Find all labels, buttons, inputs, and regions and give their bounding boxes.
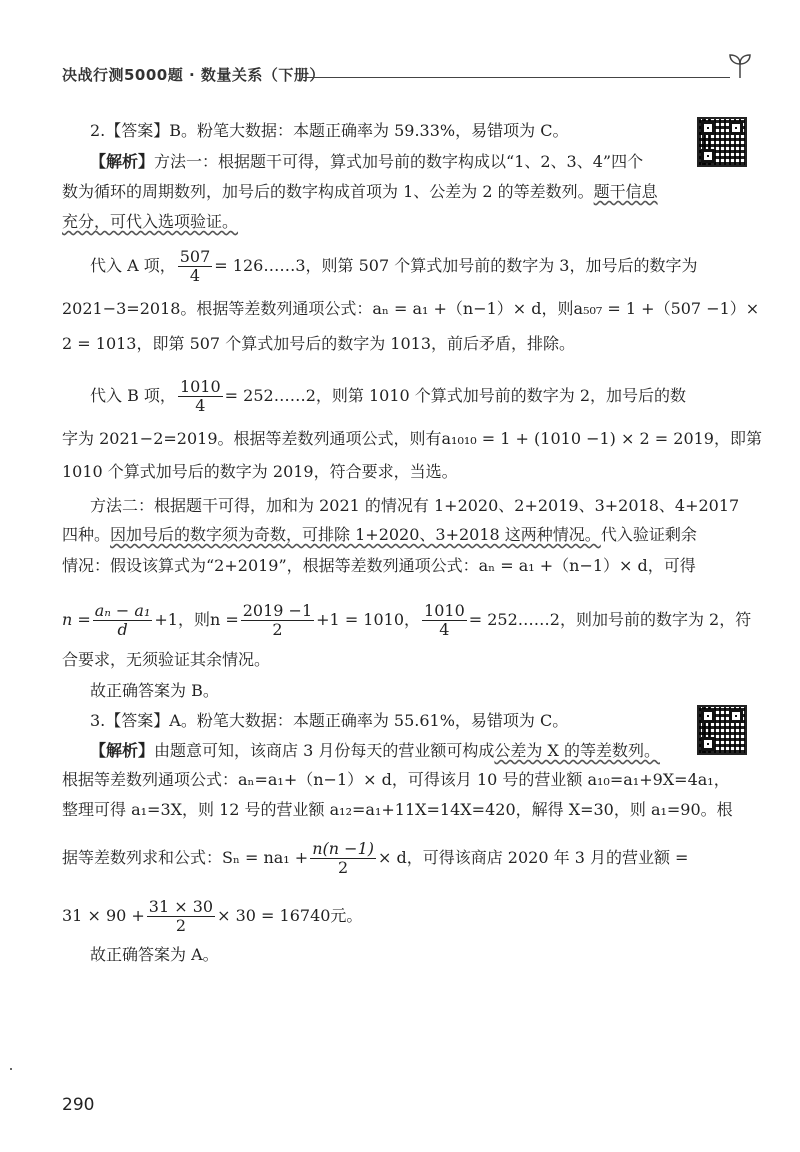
q3-text: 由题意可知，该商店 3 月份每天的营业额可构成 bbox=[154, 741, 495, 760]
q3-wavy-text: 公差为 X 的等差数列。 bbox=[494, 741, 660, 760]
fraction bbox=[93, 602, 153, 639]
q2-text: 2019 −1 bbox=[242, 601, 313, 620]
q2-method2-line-5 bbox=[62, 649, 690, 671]
q2-method2-line-2 bbox=[62, 524, 697, 546]
leaf-icon bbox=[726, 52, 754, 80]
q3-text: 31 × 30 bbox=[148, 897, 214, 916]
fraction bbox=[241, 602, 314, 639]
q2-answer-text: 2.【答案】B。粉笔大数据：本题正确率为 59.33%，易错项为 C。 bbox=[90, 121, 569, 140]
q3-conclusion bbox=[90, 944, 690, 966]
q2-method2-line-4 bbox=[62, 601, 752, 639]
q2-wavy-text: 充分，可代入选项验证。 bbox=[62, 212, 239, 231]
q2-method2-line-1 bbox=[90, 495, 740, 517]
q2-text: 方法一：根据题干可得，算式加号前的数字构成以“1、2、3、4”四个 bbox=[154, 152, 644, 171]
q2-option-a-line bbox=[90, 247, 698, 285]
q2-text: 代入 A 项， bbox=[90, 256, 176, 275]
q3-answer-line bbox=[90, 710, 690, 732]
q2-text: = 252……2，则第 1010 个算式加号前的数字为 2，加号后的数 bbox=[224, 386, 687, 405]
fraction bbox=[422, 602, 467, 639]
q2-text: 故正确答案为 B。 bbox=[90, 681, 219, 700]
q2-wavy-text: 题干信息 bbox=[593, 182, 658, 201]
q2-text: 1010 bbox=[179, 377, 221, 396]
q2-option-a-line-2 bbox=[62, 298, 760, 320]
q2-text: n = bbox=[62, 610, 91, 629]
qr-code-icon bbox=[697, 117, 747, 167]
q2-option-b-line-3 bbox=[62, 461, 690, 483]
q2-text: aₙ − a₁ bbox=[94, 601, 151, 620]
running-header-title: 决战行测5000题 · 数量关系（下册） bbox=[62, 66, 325, 84]
q3-analysis-line-3 bbox=[62, 799, 733, 821]
q2-text: +1，则n = bbox=[154, 610, 239, 629]
q2-text: 4 bbox=[439, 620, 450, 639]
q2-answer-line bbox=[90, 120, 690, 142]
page-number: 290 bbox=[62, 1095, 95, 1115]
q3-text: 故正确答案为 A。 bbox=[90, 945, 219, 964]
q3-text: 31 × 90 + bbox=[62, 906, 145, 925]
q2-text: 情况：假设该算式为“2+2019”，根据等差数列通项公式：aₙ = a₁ +（n−1）× d，可得 bbox=[62, 556, 696, 575]
q2-text: 代入验证剩余 bbox=[600, 525, 697, 544]
q2-text: 4 bbox=[195, 396, 206, 415]
q2-method2-line-3 bbox=[62, 555, 696, 577]
q2-text: 方法二：根据题干可得，加和为 2021 的情况有 1+2020、2+2019、3+2018、4+2017 bbox=[90, 496, 740, 515]
q2-text: +1 = 1010， bbox=[316, 610, 421, 629]
fraction bbox=[178, 248, 213, 285]
q2-option-a-line-3 bbox=[62, 333, 690, 355]
scan-speck bbox=[10, 1068, 12, 1070]
q3-text: 根据等差数列通项公式：aₙ=a₁+（n−1）× d，可得该月 10 号的营业额 a₁₀=a₁+9X=4a₁， bbox=[62, 770, 730, 789]
q2-text: 数为循环的周期数列，加号后的数字构成首项为 1、公差为 2 的等差数列。 bbox=[62, 182, 594, 201]
q2-wavy-text: 因加号后的数字须为奇数，可排除 1+2020、3+2018 这两种情况。 bbox=[110, 525, 601, 544]
q2-text: = 126……3，则第 507 个算式加号前的数字为 3，加号后的数字为 bbox=[214, 256, 698, 275]
q2-text: 1010 个算式加号后的数字为 2019，符合要求，当选。 bbox=[62, 462, 458, 481]
q2-text: = 252……2，则加号前的数字为 2，符 bbox=[468, 610, 752, 629]
q2-text: 507 bbox=[179, 247, 211, 266]
q3-text: × d，可得该商店 2020 年 3 月的营业额 = bbox=[377, 848, 689, 867]
q3-answer-text: 3.【答案】A。粉笔大数据：本题正确率为 55.61%，易错项为 C。 bbox=[90, 711, 569, 730]
q3-text: 整理可得 a₁=3X，则 12 号的营业额 a₁₂=a₁+11X=14X=420，解得 X=30，则 a₁=90。根 bbox=[62, 800, 733, 819]
qr-code-icon bbox=[697, 705, 747, 755]
q2-text: 1010 bbox=[424, 601, 465, 620]
q3-text: 据等差数列求和公式：Sₙ = na₁ + bbox=[62, 848, 309, 867]
q2-text: 2 bbox=[272, 620, 283, 639]
q3-text: n(n −1) bbox=[312, 839, 374, 858]
q2-text: 4 bbox=[189, 266, 201, 285]
fraction bbox=[310, 840, 376, 877]
analysis-label: 【解析】 bbox=[90, 741, 155, 760]
fraction bbox=[178, 378, 223, 415]
q2-option-b-line bbox=[90, 378, 690, 415]
fraction bbox=[147, 898, 215, 935]
q3-text: × 30 = 16740元。 bbox=[217, 906, 363, 925]
q2-text: 2021−3=2018。根据等差数列通项公式：aₙ = a₁ +（n−1）× d，则a₅₀₇ = 1 +（507 −1）× bbox=[62, 299, 760, 318]
q2-conclusion bbox=[90, 680, 690, 702]
analysis-label: 【解析】 bbox=[90, 152, 155, 171]
q3-text: 2 bbox=[338, 858, 349, 877]
q3-analysis-line-4 bbox=[62, 840, 690, 877]
q2-text: 合要求，无须验证其余情况。 bbox=[62, 650, 271, 669]
header-rule bbox=[302, 77, 730, 78]
q3-analysis-line-5 bbox=[62, 898, 690, 935]
q2-analysis-line-3 bbox=[62, 211, 690, 233]
q2-text: 代入 B 项， bbox=[90, 386, 176, 405]
q2-text: 四种。 bbox=[62, 525, 111, 544]
q2-analysis-line-2 bbox=[62, 181, 690, 203]
q3-analysis-line-1 bbox=[90, 740, 690, 762]
q3-text: 2 bbox=[175, 916, 187, 935]
q3-analysis-line-2 bbox=[62, 769, 730, 791]
q2-text: d bbox=[117, 620, 128, 639]
q2-option-b-line-2 bbox=[62, 428, 762, 450]
q2-text: 字为 2021−2=2019。根据等差数列通项公式，则有a₁₀₁₀ = 1 + (1010 −1) × 2 = 2019，即第 bbox=[62, 429, 762, 448]
q2-analysis-line-1 bbox=[62, 151, 690, 173]
q2-text: 2 = 1013，即第 507 个算式加号后的数字为 1013，前后矛盾，排除。 bbox=[62, 334, 575, 353]
